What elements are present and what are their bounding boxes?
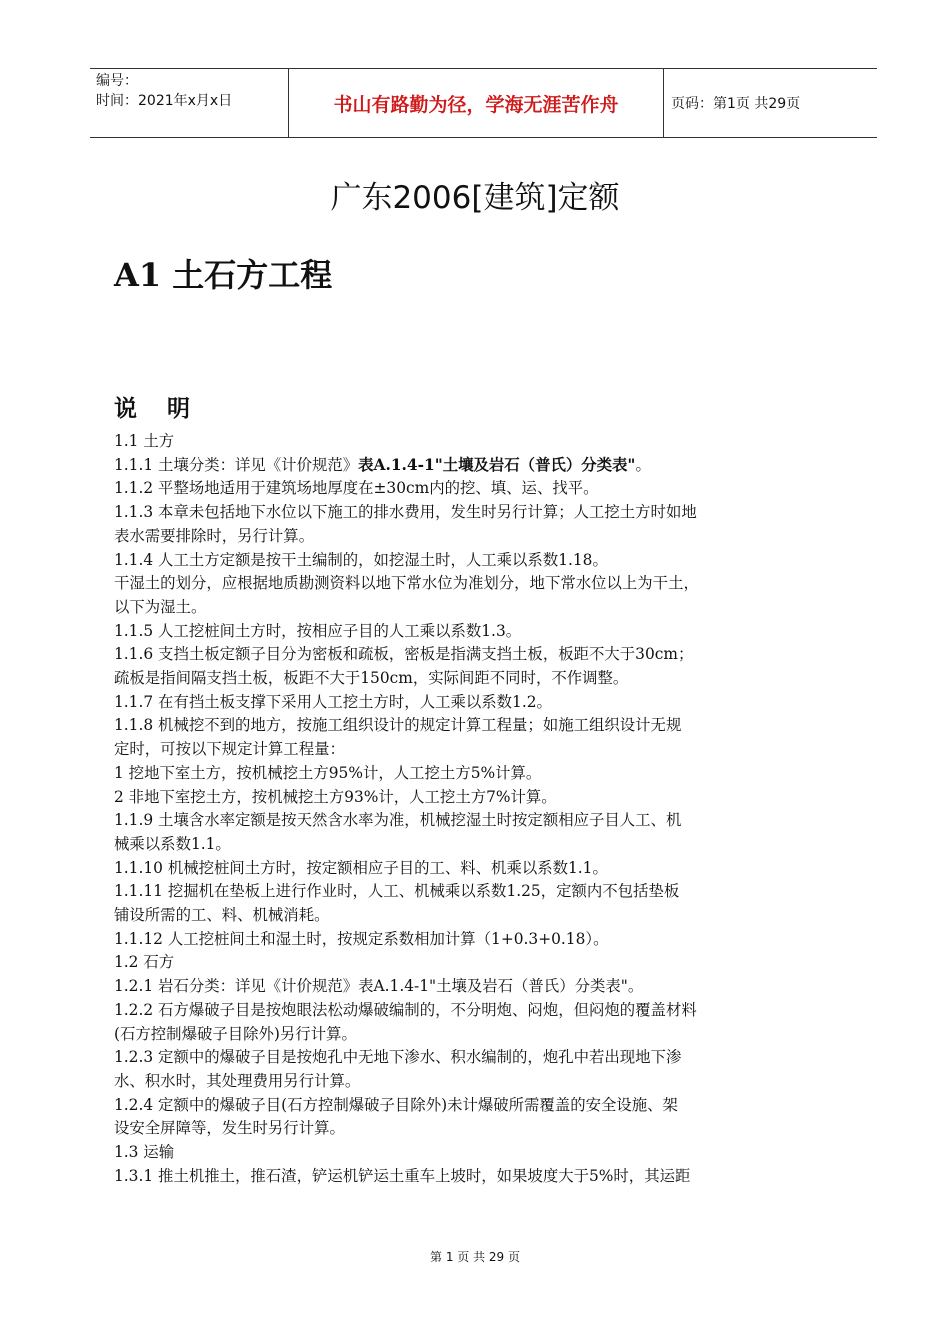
text-line-suffix: 。 (635, 455, 651, 474)
text-line: 1.1.6 支挡土板定额子目分为密板和疏板，密板是指满支挡土板，板距不大于30cm； (114, 645, 694, 664)
header-number-label: 编号： (96, 73, 138, 89)
text-line: 1.3.1 推土机推土，推石渣，铲运机铲运土重车上坡时，如果坡度大于5%时，其运距 (114, 1166, 691, 1185)
text-line: 1.1.10 机械挖桩间土方时，按定额相应子目的工、料、机乘以系数1.1。 (114, 858, 608, 877)
text-line: 1.1.5 人工挖桩间土方时，按相应子目的人工乘以系数1.3。 (114, 621, 522, 640)
text-line: 1 挖地下室土方，按机械挖土方95%计，人工挖土方5%计算。 (114, 763, 542, 782)
text-line: 水、积水时，其处理费用另行计算。 (114, 1071, 361, 1090)
text-line: 1.1.11 挖掘机在垫板上进行作业时，人工、机械乘以系数1.25，定额内不包括垫板 (114, 882, 680, 901)
text-line: 以下为湿土。 (114, 597, 207, 616)
header-time-label: 时间：2021年x月x日 (96, 93, 233, 109)
document-title: 广东2006[建筑]定额 (330, 180, 620, 216)
text-line: 干湿土的划分，应根据地质勘测资料以地下常水位为准划分，地下常水位以上为干土， (114, 574, 699, 593)
body-text (114, 430, 854, 1189)
text-line: 铺设所需的工、料、机械消耗。 (114, 906, 330, 925)
text-line: (石方控制爆破子目除外)另行计算。 (114, 1024, 357, 1043)
section-heading: 说 明 (114, 395, 191, 422)
text-line: 定时，可按以下规定计算工程量： (114, 740, 345, 759)
text-line: 1.2.3 定额中的爆破子目是按炮孔中无地下渗水、积水编制的，炮孔中若出现地下渗 (114, 1048, 682, 1067)
text-line: 1.1 土方 (114, 432, 175, 450)
text-line: 1.1.12 人工挖桩间土和湿土时，按规定系数相加计算（1+0.3+0.18）。 (114, 929, 609, 948)
text-line: 械乘以系数1.1。 (114, 834, 231, 853)
text-line: 1.2.4 定额中的爆破子目(石方控制爆破子目除外)未计爆破所需覆盖的安全设施、架 (114, 1095, 678, 1114)
text-line: 2 非地下室挖土方，按机械挖土方93%计，人工挖土方7%计算。 (114, 787, 557, 806)
text-line: 表水需要排除时，另行计算。 (114, 526, 315, 545)
header-meta (90, 69, 288, 137)
text-line-prefix: 1.1.1 土壤分类：详见《计价规范》 (114, 455, 359, 474)
text-line: 1.1.9 土壤含水率定额是按天然含水率为准，机械挖湿土时按定额相应子目人工、机 (114, 811, 682, 830)
text-line-bold-ref (114, 454, 854, 478)
header-page-info: 页码：第1页 共29页 (671, 96, 801, 112)
text-line: 1.1.2 平整场地适用于建筑场地厚度在±30cm内的挖、填、运、找平。 (114, 479, 599, 498)
text-line: 1.3 运输 (114, 1143, 175, 1162)
text-line: 疏板是指间隔支挡土板，板距不大于150cm，实际间距不同时，不作调整。 (114, 669, 629, 688)
chapter-heading: A1 土石方工程 (114, 256, 333, 294)
text-line: 1.1.8 机械挖不到的地方，按施工组织设计的规定计算工程量；如施工组织设计无规 (114, 716, 682, 735)
header-motto: 书山有路勤为径，学海无涯苦作舟 (288, 69, 664, 137)
page-footer: 第 1 页 共 29 页 (430, 1250, 520, 1264)
page-header (90, 68, 877, 138)
text-line: 1.2.2 石方爆破子目是按炮眼法松动爆破编制的，不分明炮、闷炮，但闷炮的覆盖材料 (114, 1000, 697, 1019)
text-line: 1.1.4 人工土方定额是按干土编制的，如挖湿土时，人工乘以系数1.18。 (114, 550, 608, 569)
text-line-bold: 表A.1.4-1"土壤及岩石（普氏）分类表" (358, 455, 636, 474)
text-line: 1.1.7 在有挡土板支撑下采用人工挖土方时，人工乘以系数1.2。 (114, 692, 552, 711)
text-line: 1.2.1 岩石分类：详见《计价规范》表A.1.4-1"土壤及岩石（普氏）分类表"。 (114, 977, 644, 996)
text-line: 设安全屏障等，发生时另行计算。 (114, 1119, 345, 1138)
text-line: 1.2 石方 (114, 953, 175, 972)
text-line: 1.1.3 本章未包括地下水位以下施工的排水费用，发生时另行计算；人工挖土方时如地 (114, 503, 697, 522)
